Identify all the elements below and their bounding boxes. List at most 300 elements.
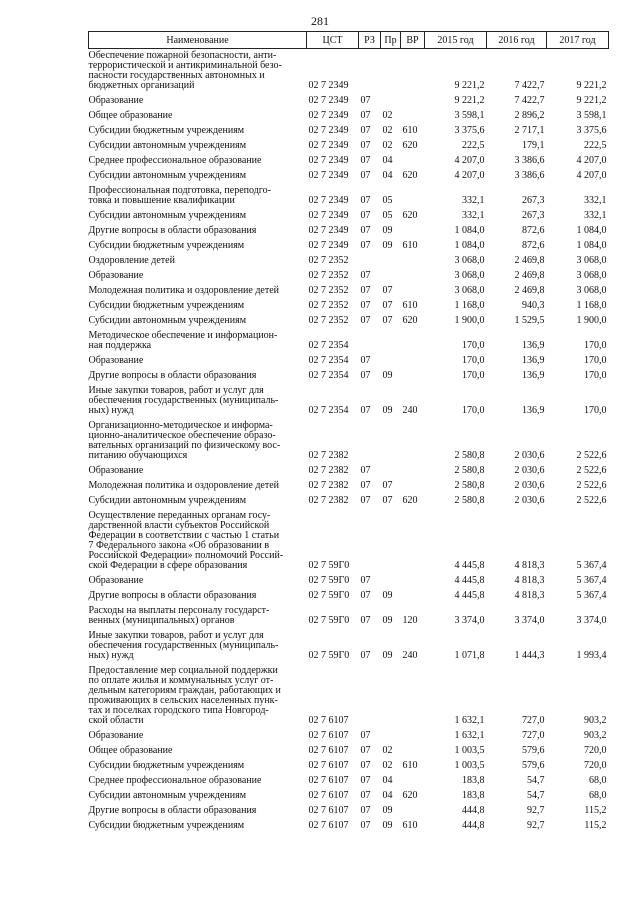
cell-rz: 07 xyxy=(360,210,371,221)
cell-2015: 4 445,8 xyxy=(454,575,485,586)
cell-2015: 444,8 xyxy=(462,805,485,816)
cell-pr xyxy=(381,729,401,744)
cell-2017: 903,2 xyxy=(584,730,607,741)
cell-2015: 3 068,0 xyxy=(454,270,485,281)
cell-rz: 07 xyxy=(360,155,371,166)
cell-name: Оздоровление детей xyxy=(88,255,175,266)
cell-pr: 09 xyxy=(382,370,393,381)
cell-rz: 07 xyxy=(360,285,371,296)
cell-rz: 07 xyxy=(360,615,371,626)
cell-cst: 02 7 2349 xyxy=(308,95,349,106)
cell-2015: 170,0 xyxy=(462,355,485,366)
table-row xyxy=(89,774,609,789)
cell-vr: 620 xyxy=(402,170,418,181)
cell-2016: 579,6 xyxy=(522,760,545,771)
cell-2017: 903,2 xyxy=(584,715,607,726)
cell-pr xyxy=(381,329,401,354)
cell-vr xyxy=(401,664,425,729)
cell-cst: 02 7 2349 xyxy=(308,155,349,166)
cell-2017: 1 084,0 xyxy=(576,225,607,236)
cell-2017: 170,0 xyxy=(584,355,607,366)
cell-pr: 05 xyxy=(382,195,393,206)
cell-cst: 02 7 6107 xyxy=(308,715,349,726)
cell-2016: 2 896,2 xyxy=(514,110,545,121)
cell-pr: 02 xyxy=(382,745,393,756)
cell-cst: 02 7 2349 xyxy=(308,80,349,91)
cell-name: Другие вопросы в области образования xyxy=(88,590,257,601)
cell-cst: 02 7 6107 xyxy=(308,745,349,756)
cell-rz: 07 xyxy=(360,805,371,816)
cell-2016: 4 818,3 xyxy=(514,560,545,571)
cell-cst: 02 7 2382 xyxy=(308,480,349,491)
cell-pr xyxy=(381,94,401,109)
cell-rz xyxy=(359,509,381,574)
header-2016: 2016 год xyxy=(487,32,547,49)
cell-pr: 02 xyxy=(382,110,393,121)
cell-2017: 115,2 xyxy=(584,805,607,816)
cell-2015: 183,8 xyxy=(462,790,485,801)
table-row xyxy=(89,589,609,604)
table-row xyxy=(89,789,609,804)
cell-2017: 332,1 xyxy=(584,210,607,221)
table-row xyxy=(89,759,609,774)
cell-name: Молодежная политика и оздоровление детей xyxy=(88,285,280,296)
cell-2016: 2 030,6 xyxy=(514,450,545,461)
cell-name: Другие вопросы в области образования xyxy=(88,225,257,236)
table-row xyxy=(89,284,609,299)
cell-pr: 02 xyxy=(382,125,393,136)
cell-2015: 9 221,2 xyxy=(454,95,485,106)
cell-vr xyxy=(401,509,425,574)
cell-cst: 02 7 2349 xyxy=(308,170,349,181)
cell-vr xyxy=(401,184,425,209)
cell-vr: 610 xyxy=(402,300,418,311)
table-row xyxy=(89,729,609,744)
cell-2016: 136,9 xyxy=(522,370,545,381)
cell-name: Осуществление переданных органам госу- дарственной власти субъектов Российской Федерации в соответствии с частью 1 статьи 7 Федерального закона «Об образовании в Российской Федерации» полномочий Россий- ской Федерации в сфере образования xyxy=(88,510,284,571)
cell-vr: 620 xyxy=(402,140,418,151)
cell-vr: 120 xyxy=(402,615,418,626)
cell-2015: 3 068,0 xyxy=(454,255,485,266)
budget-table xyxy=(88,31,609,834)
table-row xyxy=(89,314,609,329)
table-row xyxy=(89,384,609,419)
cell-2016: 136,9 xyxy=(522,340,545,351)
header-name: Наименование xyxy=(89,32,307,49)
cell-2015: 1 632,1 xyxy=(454,715,485,726)
cell-pr: 04 xyxy=(382,790,393,801)
cell-2017: 2 522,6 xyxy=(576,450,607,461)
cell-cst: 02 7 59Г0 xyxy=(308,590,350,601)
cell-rz: 07 xyxy=(360,315,371,326)
cell-pr: 02 xyxy=(382,140,393,151)
cell-cst: 02 7 6107 xyxy=(308,775,349,786)
cell-name: Молодежная политика и оздоровление детей xyxy=(88,480,280,491)
cell-2016: 7 422,7 xyxy=(514,80,545,91)
cell-vr xyxy=(401,269,425,284)
cell-2017: 68,0 xyxy=(589,775,607,786)
cell-pr xyxy=(381,574,401,589)
cell-2015: 183,8 xyxy=(462,775,485,786)
cell-rz xyxy=(359,254,381,269)
cell-pr xyxy=(381,419,401,464)
cell-vr: 620 xyxy=(402,210,418,221)
cell-rz: 07 xyxy=(360,495,371,506)
table-row xyxy=(89,744,609,759)
cell-name: Субсидии автономным учреждениям xyxy=(88,210,247,221)
table-row xyxy=(89,574,609,589)
cell-rz xyxy=(359,664,381,729)
cell-2017: 68,0 xyxy=(589,790,607,801)
table-row xyxy=(89,184,609,209)
cell-2015: 1 003,5 xyxy=(454,760,485,771)
cell-2015: 1 084,0 xyxy=(454,240,485,251)
cell-2015: 2 580,8 xyxy=(454,465,485,476)
cell-name: Среднее профессиональное образование xyxy=(88,775,262,786)
table-row xyxy=(89,604,609,629)
cell-rz: 07 xyxy=(360,650,371,661)
cell-2016: 3 386,6 xyxy=(514,155,545,166)
cell-2015: 4 207,0 xyxy=(454,170,485,181)
cell-name: Иные закупки товаров, работ и услуг для обеспечения государственных (муниципаль- ных) нужд xyxy=(88,385,279,416)
cell-rz: 07 xyxy=(360,140,371,151)
cell-rz: 07 xyxy=(360,270,371,281)
cell-cst: 02 7 2349 xyxy=(308,110,349,121)
cell-cst: 02 7 2349 xyxy=(308,210,349,221)
cell-cst: 02 7 2382 xyxy=(308,450,349,461)
cell-name: Субсидии бюджетным учреждениям xyxy=(88,240,245,251)
cell-rz: 07 xyxy=(360,125,371,136)
table-row xyxy=(89,169,609,184)
cell-2016: 579,6 xyxy=(522,745,545,756)
cell-vr xyxy=(401,574,425,589)
table-row xyxy=(89,124,609,139)
table-row xyxy=(89,269,609,284)
cell-2017: 115,2 xyxy=(584,820,607,831)
cell-pr xyxy=(381,464,401,479)
cell-pr xyxy=(381,509,401,574)
cell-vr xyxy=(401,774,425,789)
cell-2015: 2 580,8 xyxy=(454,480,485,491)
cell-2015: 1 003,5 xyxy=(454,745,485,756)
cell-2016: 267,3 xyxy=(522,210,545,221)
header-2017: 2017 год xyxy=(547,32,609,49)
cell-2015: 444,8 xyxy=(462,820,485,831)
cell-2017: 3 068,0 xyxy=(576,255,607,266)
cell-vr xyxy=(401,354,425,369)
cell-2017: 1 168,0 xyxy=(576,300,607,311)
cell-vr xyxy=(401,329,425,354)
cell-vr xyxy=(401,589,425,604)
cell-pr: 07 xyxy=(382,300,393,311)
cell-cst: 02 7 6107 xyxy=(308,820,349,831)
cell-pr: 07 xyxy=(382,480,393,491)
cell-2017: 5 367,4 xyxy=(576,590,607,601)
cell-2016: 136,9 xyxy=(522,405,545,416)
table-row xyxy=(89,109,609,124)
cell-pr xyxy=(381,664,401,729)
cell-name: Иные закупки товаров, работ и услуг для обеспечения государственных (муниципаль- ных) нужд xyxy=(88,630,279,661)
cell-2017: 3 068,0 xyxy=(576,270,607,281)
table-row xyxy=(89,369,609,384)
cell-rz: 07 xyxy=(360,760,371,771)
cell-2017: 9 221,2 xyxy=(576,80,607,91)
cell-name: Расходы на выплаты персоналу государст- венных (муниципальных) органов xyxy=(88,605,270,626)
cell-cst: 02 7 2352 xyxy=(308,270,349,281)
cell-name: Другие вопросы в области образования xyxy=(88,805,257,816)
cell-2016: 1 444,3 xyxy=(514,650,545,661)
cell-2015: 3 375,6 xyxy=(454,125,485,136)
cell-name: Организационно-методическое и информа- ционно-аналитическое обеспечение образо- вательных организаций по физическому вос- питанию обучающихся xyxy=(88,420,281,461)
cell-pr: 09 xyxy=(382,820,393,831)
cell-rz: 07 xyxy=(360,355,371,366)
cell-pr: 09 xyxy=(382,590,393,601)
cell-vr: 610 xyxy=(402,125,418,136)
cell-pr: 05 xyxy=(382,210,393,221)
cell-2015: 3 068,0 xyxy=(454,285,485,296)
table-row xyxy=(89,209,609,224)
cell-rz: 07 xyxy=(360,110,371,121)
cell-2016: 727,0 xyxy=(522,715,545,726)
table-row xyxy=(89,239,609,254)
cell-2015: 2 580,8 xyxy=(454,450,485,461)
cell-2016: 4 818,3 xyxy=(514,590,545,601)
cell-rz: 07 xyxy=(360,370,371,381)
cell-2015: 2 580,8 xyxy=(454,495,485,506)
cell-vr xyxy=(401,49,425,95)
cell-rz: 07 xyxy=(360,465,371,476)
cell-2015: 1 632,1 xyxy=(454,730,485,741)
cell-rz: 07 xyxy=(360,195,371,206)
cell-name: Субсидии бюджетным учреждениям xyxy=(88,760,245,771)
cell-2017: 1 900,0 xyxy=(576,315,607,326)
cell-2017: 170,0 xyxy=(584,405,607,416)
cell-rz: 07 xyxy=(360,590,371,601)
cell-2015: 332,1 xyxy=(462,210,485,221)
table-row xyxy=(89,94,609,109)
cell-vr: 610 xyxy=(402,820,418,831)
cell-pr: 09 xyxy=(382,240,393,251)
cell-2015: 3 598,1 xyxy=(454,110,485,121)
cell-2017: 3 374,0 xyxy=(576,615,607,626)
cell-2017: 2 522,6 xyxy=(576,480,607,491)
cell-cst: 02 7 59Г0 xyxy=(308,615,350,626)
cell-2016: 2 469,8 xyxy=(514,255,545,266)
cell-rz: 07 xyxy=(360,730,371,741)
cell-vr xyxy=(401,744,425,759)
cell-vr: 240 xyxy=(402,405,418,416)
cell-cst: 02 7 2382 xyxy=(308,495,349,506)
cell-cst: 02 7 2352 xyxy=(308,300,349,311)
header-2015: 2015 год xyxy=(425,32,487,49)
cell-2016: 267,3 xyxy=(522,195,545,206)
cell-name: Субсидии автономным учреждениям xyxy=(88,495,247,506)
cell-vr xyxy=(401,479,425,494)
cell-2015: 1 168,0 xyxy=(454,300,485,311)
cell-rz: 07 xyxy=(360,480,371,491)
cell-2016: 3 386,6 xyxy=(514,170,545,181)
cell-name: Субсидии автономным учреждениям xyxy=(88,790,247,801)
cell-2015: 9 221,2 xyxy=(454,80,485,91)
cell-vr: 240 xyxy=(402,650,418,661)
cell-2016: 92,7 xyxy=(527,820,545,831)
cell-rz: 07 xyxy=(360,405,371,416)
header-pr: Пр xyxy=(381,32,401,49)
table-row xyxy=(89,664,609,729)
cell-rz: 07 xyxy=(360,170,371,181)
table-row xyxy=(89,509,609,574)
cell-rz xyxy=(359,49,381,95)
cell-name: Обеспечение пожарной безопасности, анти- террористической и антикриминальной безо- пасности государственных автономных и бюджетных организаций xyxy=(88,50,282,91)
cell-pr xyxy=(381,269,401,284)
cell-cst: 02 7 59Г0 xyxy=(308,575,350,586)
cell-name: Среднее профессиональное образование xyxy=(88,155,262,166)
cell-cst: 02 7 2349 xyxy=(308,125,349,136)
cell-2016: 2 469,8 xyxy=(514,285,545,296)
cell-2015: 170,0 xyxy=(462,405,485,416)
table-row xyxy=(89,139,609,154)
cell-name: Профессиональная подготовка, переподго- товка и повышение квалификации xyxy=(88,185,271,206)
cell-cst: 02 7 6107 xyxy=(308,805,349,816)
cell-2017: 720,0 xyxy=(584,745,607,756)
table-header-row xyxy=(89,32,609,49)
cell-2016: 4 818,3 xyxy=(514,575,545,586)
cell-name: Другие вопросы в области образования xyxy=(88,370,257,381)
cell-2016: 2 030,6 xyxy=(514,465,545,476)
cell-vr: 620 xyxy=(402,495,418,506)
cell-vr: 610 xyxy=(402,240,418,251)
cell-2015: 4 445,8 xyxy=(454,590,485,601)
cell-vr xyxy=(401,109,425,124)
table-body xyxy=(89,49,609,835)
cell-name: Общее образование xyxy=(88,110,173,121)
cell-2016: 179,1 xyxy=(522,140,545,151)
cell-2016: 1 529,5 xyxy=(514,315,545,326)
cell-2015: 222,5 xyxy=(462,140,485,151)
cell-vr: 620 xyxy=(402,790,418,801)
cell-vr xyxy=(401,154,425,169)
cell-2017: 3 068,0 xyxy=(576,285,607,296)
cell-pr xyxy=(381,49,401,95)
cell-name: Образование xyxy=(88,465,144,476)
cell-2015: 1 900,0 xyxy=(454,315,485,326)
cell-cst: 02 7 2349 xyxy=(308,195,349,206)
table-row xyxy=(89,479,609,494)
cell-rz: 07 xyxy=(360,225,371,236)
cell-pr: 04 xyxy=(382,170,393,181)
cell-2016: 872,6 xyxy=(522,240,545,251)
cell-vr xyxy=(401,729,425,744)
cell-2016: 54,7 xyxy=(527,775,545,786)
cell-2015: 4 445,8 xyxy=(454,560,485,571)
cell-cst: 02 7 59Г0 xyxy=(308,650,350,661)
table-row xyxy=(89,329,609,354)
cell-name: Субсидии автономным учреждениям xyxy=(88,170,247,181)
cell-vr: 610 xyxy=(402,760,418,771)
table-row xyxy=(89,224,609,239)
cell-2015: 4 207,0 xyxy=(454,155,485,166)
cell-pr: 02 xyxy=(382,760,393,771)
cell-vr xyxy=(401,94,425,109)
cell-name: Субсидии бюджетным учреждениям xyxy=(88,820,245,831)
cell-2017: 4 207,0 xyxy=(576,155,607,166)
cell-name: Методическое обеспечение и информацион- ная поддержка xyxy=(88,330,278,351)
table-row xyxy=(89,804,609,819)
cell-2017: 5 367,4 xyxy=(576,575,607,586)
cell-pr: 07 xyxy=(382,315,393,326)
cell-2016: 3 374,0 xyxy=(514,615,545,626)
cell-2016: 136,9 xyxy=(522,355,545,366)
cell-2016: 7 422,7 xyxy=(514,95,545,106)
cell-pr: 04 xyxy=(382,155,393,166)
cell-2015: 170,0 xyxy=(462,370,485,381)
cell-name: Общее образование xyxy=(88,745,173,756)
page-number: 281 xyxy=(311,14,329,28)
cell-vr xyxy=(401,804,425,819)
cell-pr: 09 xyxy=(382,805,393,816)
cell-pr: 04 xyxy=(382,775,393,786)
cell-vr: 620 xyxy=(402,315,418,326)
table-row xyxy=(89,464,609,479)
cell-rz: 07 xyxy=(360,95,371,106)
cell-name: Субсидии автономным учреждениям xyxy=(88,315,247,326)
cell-pr xyxy=(381,354,401,369)
cell-vr xyxy=(401,369,425,384)
cell-rz xyxy=(359,419,381,464)
cell-cst: 02 7 2354 xyxy=(308,370,349,381)
cell-2017: 9 221,2 xyxy=(576,95,607,106)
cell-name: Образование xyxy=(88,355,144,366)
cell-cst: 02 7 2349 xyxy=(308,140,349,151)
cell-pr: 07 xyxy=(382,495,393,506)
cell-cst: 02 7 6107 xyxy=(308,790,349,801)
cell-2017: 5 367,4 xyxy=(576,560,607,571)
cell-vr xyxy=(401,254,425,269)
header-cst: ЦСТ xyxy=(307,32,359,49)
cell-pr: 07 xyxy=(382,285,393,296)
cell-cst: 02 7 2349 xyxy=(308,225,349,236)
cell-rz: 07 xyxy=(360,300,371,311)
cell-rz: 07 xyxy=(360,745,371,756)
cell-rz: 07 xyxy=(360,790,371,801)
cell-2016: 2 717,1 xyxy=(514,125,545,136)
cell-vr xyxy=(401,284,425,299)
cell-2016: 2 030,6 xyxy=(514,495,545,506)
cell-vr xyxy=(401,419,425,464)
cell-cst: 02 7 6107 xyxy=(308,730,349,741)
cell-cst: 02 7 2352 xyxy=(308,255,349,266)
cell-2016: 940,3 xyxy=(522,300,545,311)
cell-cst: 02 7 2349 xyxy=(308,240,349,251)
cell-2016: 727,0 xyxy=(522,730,545,741)
cell-2017: 720,0 xyxy=(584,760,607,771)
cell-2016: 92,7 xyxy=(527,805,545,816)
cell-2015: 332,1 xyxy=(462,195,485,206)
cell-2016: 2 469,8 xyxy=(514,270,545,281)
cell-2015: 3 374,0 xyxy=(454,615,485,626)
table-row xyxy=(89,494,609,509)
cell-cst: 02 7 2352 xyxy=(308,285,349,296)
cell-2015: 1 071,8 xyxy=(454,650,485,661)
cell-name: Предоставление мер социальной поддержки по оплате жилья и коммунальных услуг от- дельным категориям граждан, работающих и проживающих в сельских населенных пунк- тах и поселках городского типа Новгород- ской области xyxy=(88,665,281,726)
table-row xyxy=(89,819,609,834)
cell-cst: 02 7 6107 xyxy=(308,760,349,771)
cell-name: Образование xyxy=(88,730,144,741)
cell-cst: 02 7 2382 xyxy=(308,465,349,476)
table-row xyxy=(89,299,609,314)
cell-rz: 07 xyxy=(360,775,371,786)
cell-cst: 02 7 59Г0 xyxy=(308,560,350,571)
